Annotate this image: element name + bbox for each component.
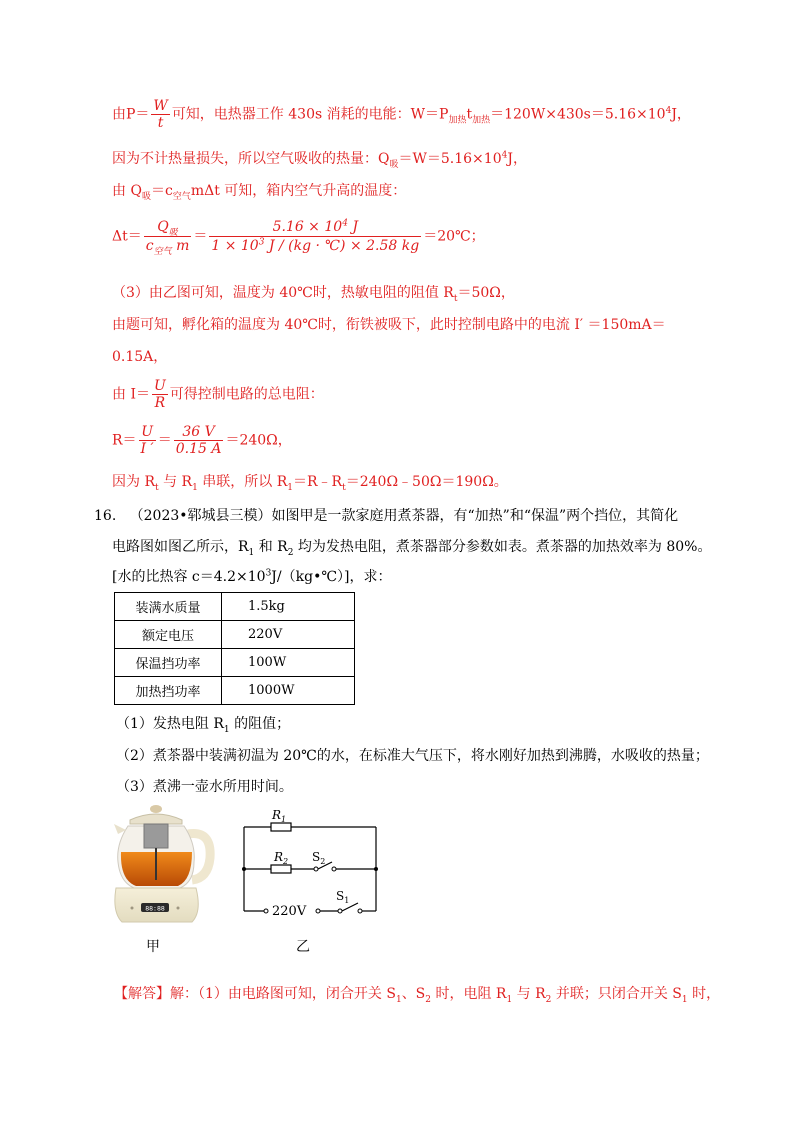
display-readout: 88:88	[145, 904, 165, 913]
question-16-line3: [水的比热容 $c=4.2\times 10^3J/(kg•℃)$]，求：	[112, 568, 392, 585]
answer-tag: 【解答】	[114, 986, 170, 1002]
parameter-table	[114, 592, 355, 705]
fraction-u-over-i: $\frac{U}{I '}$	[140, 424, 154, 457]
fraction-q-over-cm: $\frac{Q_吸}{c_{空气} m}$	[145, 219, 190, 257]
solution-line-formula: 由 $Q_吸=c_{空气}m\Delta t$ 可知，箱内空气升高的温度：	[112, 183, 407, 202]
sub-question-3: （3）煮沸一壶水所用时间。	[116, 779, 293, 795]
figure-a-caption: 甲	[146, 939, 160, 955]
solution-line-resistance: R＝ $\frac{U}{I '}$ ＝ $\frac{36 V}{0.15 A}$ ＝240Ω，	[112, 424, 292, 457]
question-number: 16.	[94, 508, 117, 524]
table-row: 加热挡功率 1000W	[115, 677, 355, 705]
label-r2: $R_2$	[274, 850, 289, 866]
solution-line-power: 由P＝ $\frac{W}{t}$ 可知，电热器工作 430s 消耗的电能：$W=P_{加热}t_{加热}=120W\times 430s=5.16\times 10^4J$，	[112, 98, 691, 131]
label-r1: $R_1$	[272, 808, 287, 824]
fraction-w-over-t: $\frac{W}{t}$	[153, 98, 168, 131]
sub-question-2: （2）煮茶器中装满初温为 20℃的水，在标准大气压下，将水刚好加热到沸腾，水吸收的热量；	[116, 748, 709, 764]
fraction-values: $\frac{5.16 \times 10^4 J}{1 \times 10^3 J / (kg \cdot ℃) \times 2.58 kg}$	[211, 218, 420, 254]
sub-question-1: （1）发热电阻 $R_1$ 的阻值；	[116, 716, 291, 735]
solution-line-part3: （3）由乙图可知，温度为 40℃时，热敏电阻的阻值 $R_t=50\Omega$，	[112, 285, 515, 304]
label-voltage: 220V	[272, 904, 307, 917]
solution-line-ohm: 由 I＝ $\frac{U}{R}$ 可得控制电路的总电阻：	[112, 378, 324, 411]
circuit-diagram	[236, 805, 384, 917]
label-s1: $S_1$	[336, 889, 350, 905]
fraction-36v-over-015a: $\frac{36 V}{0.15 A}$	[175, 424, 222, 457]
resistor-r2	[271, 865, 291, 873]
solution-line-heat: 因为不计热量损失，所以空气吸收的热量：$Q_吸=W=5.16\times 10^4J$，	[112, 150, 527, 170]
table-row: 装满水质量 1.5kg	[115, 593, 355, 621]
solution-line-series: 因为 $R_t$ 与 $R_1$ 串联，所以 $R_1=R﹣R_t=240\Omega﹣50\Omega=190\Omega$。	[112, 474, 508, 493]
label-s2: $S_2$	[312, 850, 326, 866]
solution-line-delta-t: Δt＝ $\frac{Q_吸}{c_{空气} m}$ ＝ $\frac{5.16 \times 10^4 J}{1 \times 10^3 J / (kg \cdot ℃) \times 2.58 kg}$ ＝20℃；	[112, 218, 485, 257]
table-row: 保温挡功率 100W	[115, 649, 355, 677]
fraction-u-over-r: $\frac{U}{R}$	[153, 378, 166, 411]
question-16-line1: 16. （2023•郓城县三模）如图甲是一款家庭用煮茶器，有“加热”和“保温”两个挡位，其简化	[94, 508, 679, 524]
answer-line: 【解答】解：（1）由电路图可知，闭合开关 $S_1$、$S_2$ 时，电阻 $R_1$ 与 $R_2$ 并联；只闭合开关 $S_1$ 时，	[114, 986, 721, 1005]
solution-line-current-cont: 0.15A，	[112, 349, 168, 365]
solution-line-current: 由题可知，孵化箱的温度为 40℃时，衔铁被吸下，此时控制电路中的电流 I′ ＝150mA＝	[112, 317, 666, 333]
table-row: 额定电压 220V	[115, 621, 355, 649]
figure-b-caption: 乙	[296, 939, 310, 955]
question-16-line2: 电路图如图乙所示，$R_1$ 和 $R_2$ 均为发热电阻，煮茶器部分参数如表。煮茶器的加热效率为 80%。	[112, 539, 712, 558]
resistor-r1	[271, 823, 291, 831]
tea-maker-image	[108, 800, 228, 930]
